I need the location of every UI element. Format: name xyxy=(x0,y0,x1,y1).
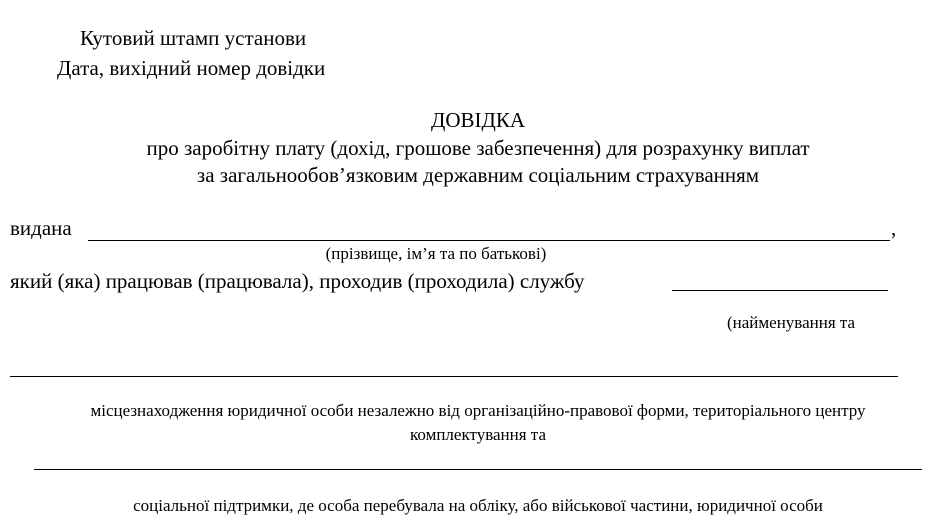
org-hint-line1: місцезнаходження юридичної особи незалежно від організаційно-правової форми, територіального центру xyxy=(90,401,866,420)
organization-underline-2 xyxy=(34,469,922,470)
document-title: ДОВІДКА xyxy=(431,108,525,132)
worked-label: який (яка) працював (працювала), проходив (проходила) службу xyxy=(10,269,585,293)
organization-underline xyxy=(10,376,898,377)
issued-label: видана xyxy=(10,216,72,240)
org-hint-line2: комплектування та xyxy=(410,425,546,444)
corner-stamp-label: Кутовий штамп установи xyxy=(80,26,307,50)
issued-underline xyxy=(88,240,890,241)
date-number-label: Дата, вихідний номер довідки xyxy=(57,56,326,80)
name-hint: (прізвище, ім’я та по батькові) xyxy=(325,244,547,263)
org-hint-start: (найменування та xyxy=(727,313,856,332)
service-underline xyxy=(672,290,888,291)
document-subtitle-line1: про заробітну плату (дохід, грошове забезпечення) для розрахунку виплат xyxy=(146,136,810,160)
document-subtitle-line2: за загальнообов’язковим державним соціальним страхуванням xyxy=(196,163,760,187)
org-hint-line3: соціальної підтримки, де особа перебувала на обліку, або військової частини, юридичної особи xyxy=(133,496,823,515)
comma: , xyxy=(891,216,897,240)
